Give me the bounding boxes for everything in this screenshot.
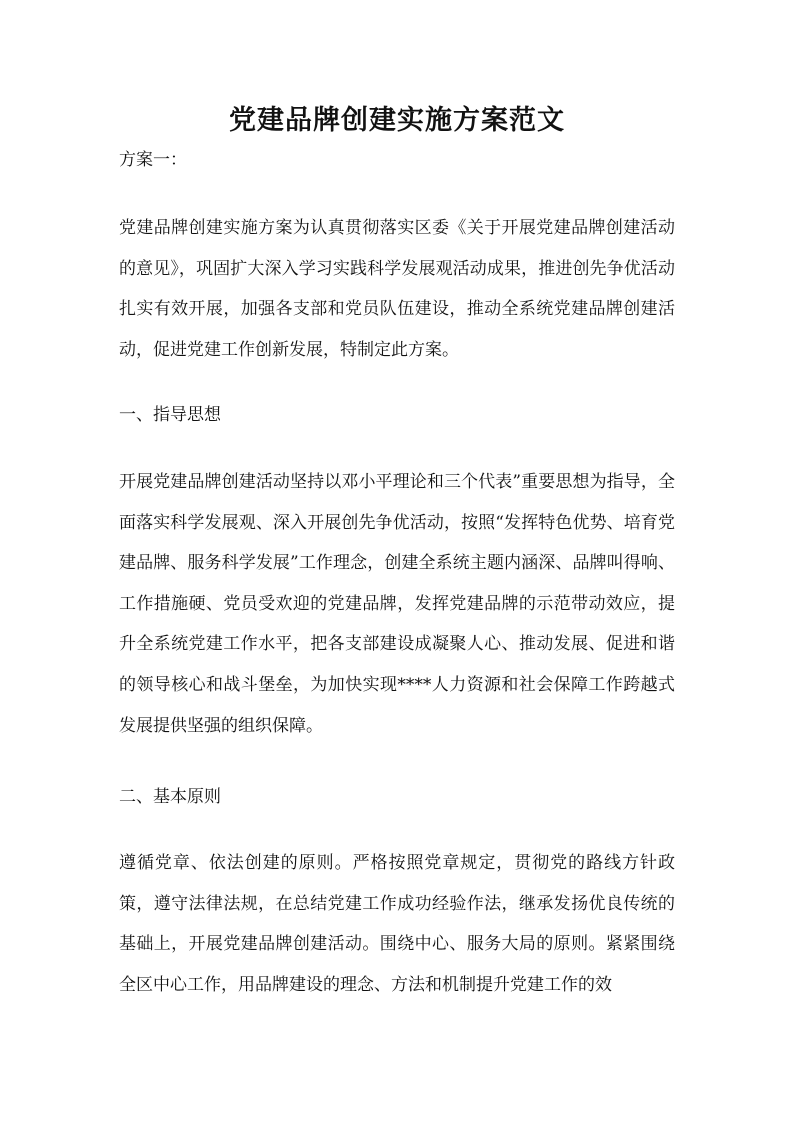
document-title: 党建品牌创建实施方案范文 [229, 105, 565, 136]
guiding-ideology-paragraph: 开展党建品牌创建活动坚持以邓小平理论和三个代表”重要思想为指导，全面落实科学发展观、深入开展创先争优活动，按照“发挥特色优势、培育党建品牌、服务科学发展”工作理念，创建全系统主题内涵深、品牌叫得响、工作措施硬、党员受欢迎的党建品牌，发挥党建品牌的示范带动效应，提升全系统党建工作水平，把各支部建设成凝聚人心、推动发展、促进和谐的领导核心和战斗堡垒，为加快实现****人力资源和社会保障工作跨越式发展提供坚强的组织保障。 [119, 472, 675, 736]
plan-label: 方案一： [119, 150, 187, 170]
basic-principles-paragraph: 遵循党章、依法创建的原则。严格按照党章规定，贯彻党的路线方针政策，遵守法律法规，在总结党建工作成功经验作法，继承发扬优良传统的基础上，开展党建品牌创建活动。围绕中心、服务大局的原则。紧紧围绕全区中心工作，用品牌建设的理念、方法和机制提升党建工作的效 [119, 853, 675, 995]
section-heading-basic-principles: 二、基本原则 [119, 787, 221, 807]
intro-paragraph: 党建品牌创建实施方案为认真贯彻落实区委《关于开展党建品牌创建活动的意见》，巩固扩大深入学习实践科学发展观活动成果，推进创先争优活动扎实有效开展，加强各支部和党员队伍建设，推动全系统党建品牌创建活动，促进党建工作创新发展，特制定此方案。 [119, 218, 675, 360]
section-heading-guiding-ideology: 一、指导思想 [119, 405, 221, 425]
